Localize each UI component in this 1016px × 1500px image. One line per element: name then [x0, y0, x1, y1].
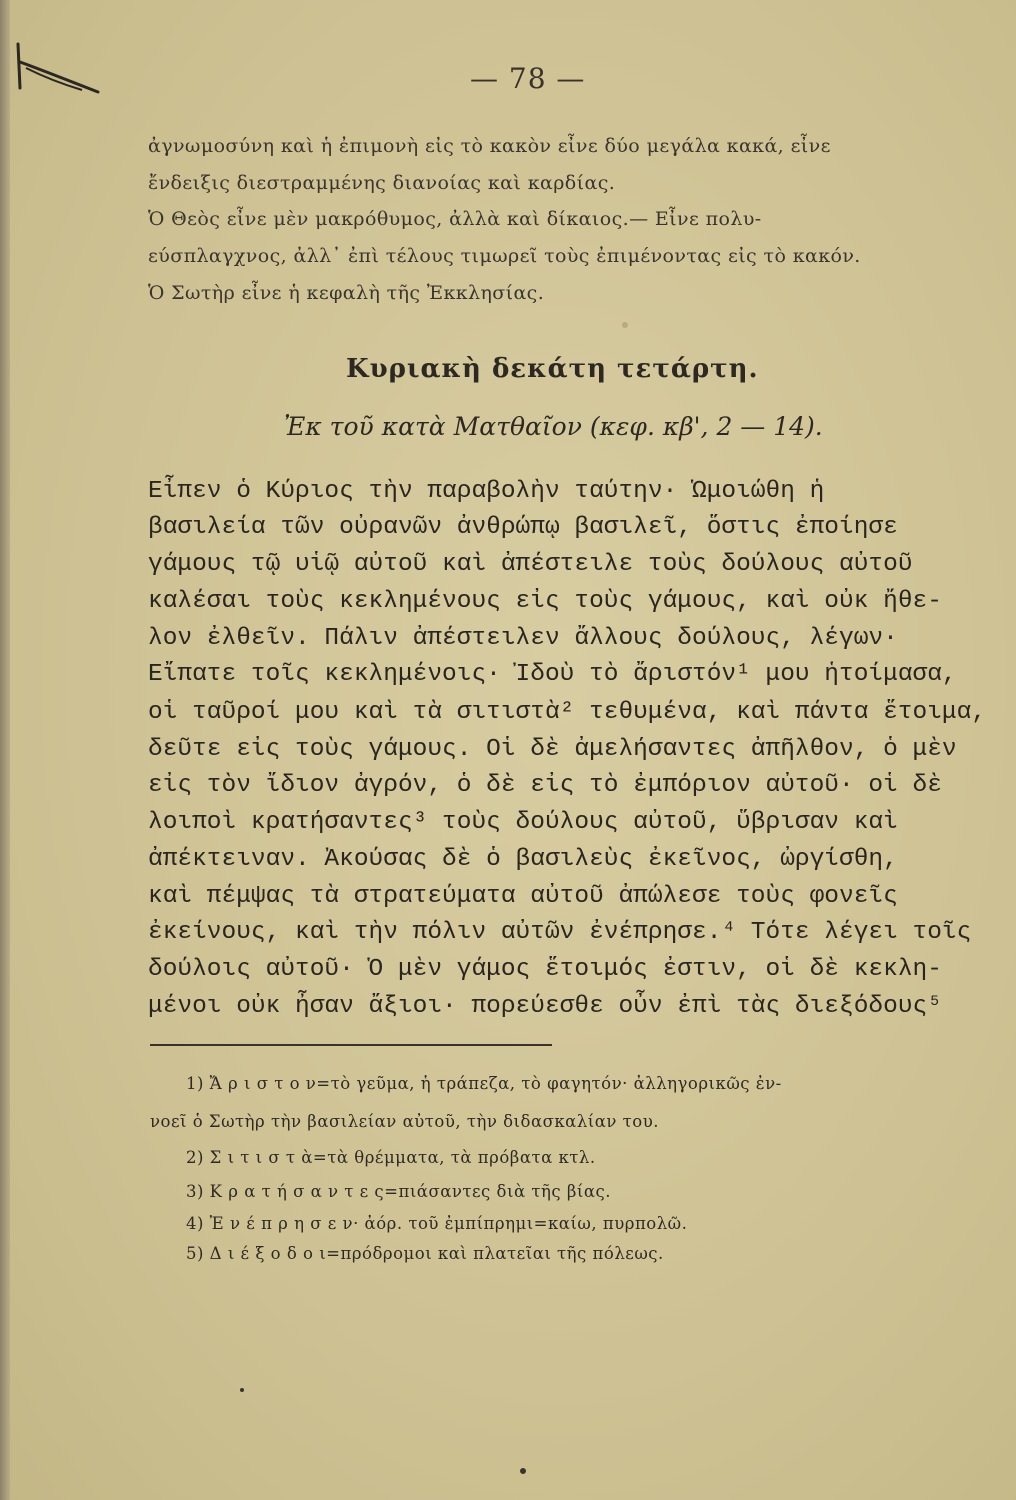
- intro-line: ἀγνωμοσύνη καὶ ἡ ἐπιμονὴ εἰς τὸ κακὸν εἶνε δύο μεγάλα κακά, εἶνε: [148, 135, 831, 157]
- section-heading: Κυριακὴ δεκάτη τετάρτη.: [346, 354, 759, 384]
- pen-mark-icon: [12, 40, 102, 100]
- gospel-line: γάμους τῷ υἱῷ αὐτοῦ καὶ ἀπέστειλε τοὺς δούλους αὐτοῦ: [148, 551, 913, 578]
- gospel-line: Εἶπεν ὁ Κύριος τὴν παραβολὴν ταύτην· Ὡμοιώθη ἡ: [148, 478, 825, 505]
- gospel-line: Εἴπατε τοῖς κεκλημένοις· Ἰδοὺ τὸ ἄριστόν¹ μου ἡτοίμασα,: [148, 661, 957, 688]
- footnote: 5) Δ ι έ ξ ο δ ο ι=πρόδρομοι καὶ πλατεῖαι τῆς πόλεως.: [186, 1244, 664, 1263]
- gospel-line: ἐκείνους, καὶ τὴν πόλιν αὐτῶν ἐνέπρησε.⁴ Τότε λέγει τοῖς: [148, 919, 972, 946]
- ink-dot: [240, 1388, 244, 1392]
- page-number: — 78 —: [470, 62, 586, 95]
- intro-line: Ὁ Θεὸς εἶνε μὲν μακρόθυμος, ἀλλὰ καὶ δίκαιος.— Εἶνε πολυ-: [148, 208, 762, 230]
- intro-line: ἔνδειξις διεστραμμένης διανοίας καὶ καρδίας.: [148, 172, 616, 194]
- gospel-reference: Ἐκ τοῦ κατὰ Ματθαῖον (κεφ. κβ', 2 — 14).: [284, 412, 823, 441]
- gospel-line: ἀπέκτειναν. Ἀκούσας δὲ ὁ βασιλεὺς ἐκεῖνος, ὠργίσθη,: [148, 846, 898, 873]
- gospel-line: οἱ ταῦροί μου καὶ τὰ σιτιστὰ² τεθυμένα, καὶ πάντα ἕτοιμα,: [148, 699, 987, 726]
- gospel-line: δεῦτε εἰς τοὺς γάμους. Οἱ δὲ ἀμελήσαντες ἀπῆλθον, ὁ μὲν: [148, 736, 957, 763]
- page-edge-shadow: [0, 0, 10, 1500]
- gospel-line: καὶ πέμψας τὰ στρατεύματα αὐτοῦ ἀπώλεσε τοὺς φονεῖς: [148, 883, 898, 910]
- gospel-line: δούλοις αὐτοῦ· Ὁ μὲν γάμος ἕτοιμός ἐστιν, οἱ δὲ κεκλη-: [148, 956, 942, 983]
- footnote: 3) Κ ρ α τ ή σ α ν τ ε ς=πιάσαντες διὰ τῆς βίας.: [186, 1182, 611, 1201]
- gospel-line: λοιποὶ κρατήσαντες³ τοὺς δούλους αὐτοῦ, ὕβρισαν καὶ: [148, 809, 898, 836]
- gospel-line: καλέσαι τοὺς κεκλημένους εἰς τοὺς γάμους, καὶ οὐκ ἤθε-: [148, 588, 942, 615]
- ink-dot: [520, 1468, 526, 1474]
- intro-line: Ὁ Σωτὴρ εἶνε ἡ κεφαλὴ τῆς Ἐκκλησίας.: [148, 282, 545, 304]
- gospel-line: εἰς τὸν ἴδιον ἀγρόν, ὁ δὲ εἰς τὸ ἐμπόριον αὐτοῦ· οἱ δὲ: [148, 772, 942, 799]
- footnote: 2) Σ ι τ ι σ τ ὰ=τὰ θρέμματα, τὰ πρόβατα κτλ.: [186, 1148, 596, 1167]
- footnote: 1) Ἄ ρ ι σ τ ο ν=τὸ γεῦμα, ἡ τράπεζα, τὸ φαγητόν· ἀλληγορικῶς ἐν-: [186, 1074, 782, 1093]
- gospel-line: λον ἐλθεῖν. Πάλιν ἀπέστειλεν ἄλλους δούλους, λέγων·: [148, 625, 898, 652]
- intro-line: εύσπλαγχνος, ἀλλ᾽ ἐπὶ τέλους τιμωρεῖ τοὺς ἐπιμένοντας εἰς τὸ κακόν.: [148, 245, 861, 267]
- footnote: νοεῖ ὁ Σωτὴρ τὴν βασιλείαν αὐτοῦ, τὴν διδασκαλίαν του.: [150, 1112, 660, 1131]
- gospel-line: βασιλεία τῶν οὐρανῶν ἀνθρώπῳ βασιλεῖ, ὅστις ἐποίησε: [148, 514, 898, 541]
- footnote: 4) Ἐ ν έ π ρ η σ ε ν· ἀόρ. τοῦ ἐμπίπρημι=καίω, πυρπολῶ.: [186, 1214, 688, 1233]
- footnote-separator: [150, 1044, 552, 1046]
- paper-spot: [622, 322, 628, 328]
- gospel-line: μένοι οὐκ ἦσαν ἄξιοι· πορεύεσθε οὖν ἐπὶ τὰς διεξόδους⁵: [148, 993, 942, 1020]
